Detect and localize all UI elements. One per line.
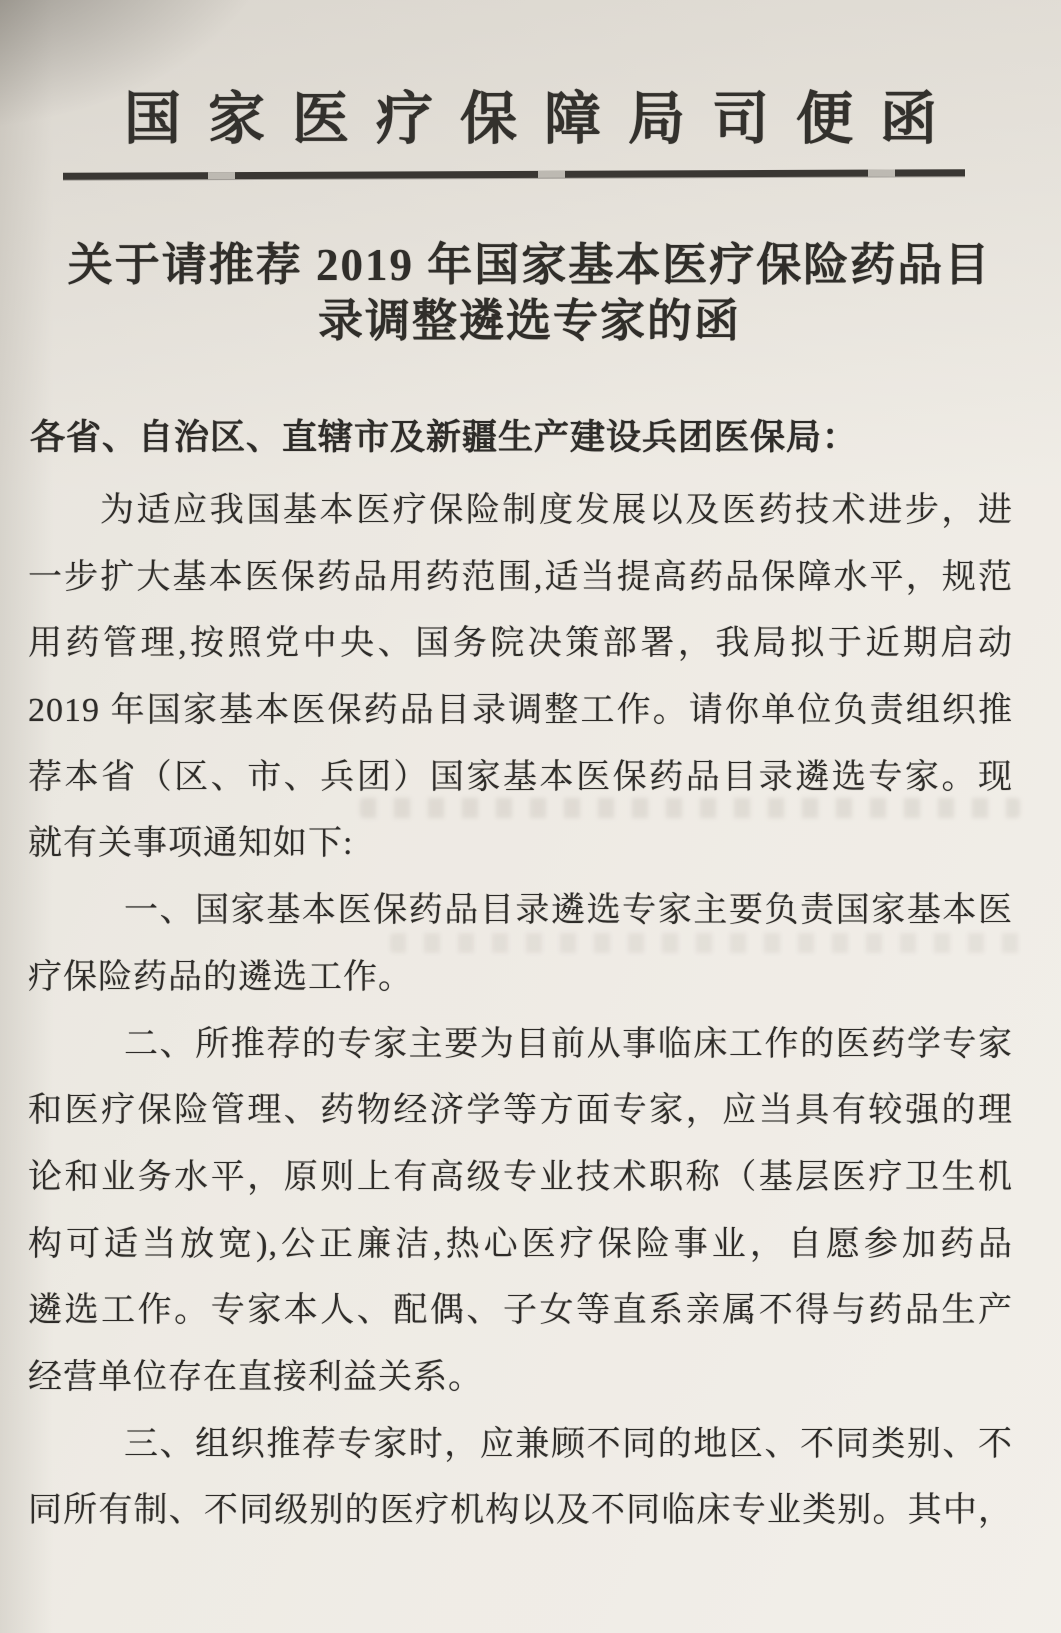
body-line: 疗保险药品的遴选工作。 [28, 958, 413, 996]
body-line: 一步扩大基本医保药品用药范围,适当提高药品保障水平，规范 [28, 558, 1013, 596]
header-divider [63, 169, 965, 179]
salutation: 各省、自治区、直辖市及新疆生产建设兵团医保局： [30, 418, 859, 457]
body-line: 三、组织推荐专家时，应兼顾不同的地区、不同类别、不 [124, 1425, 1013, 1463]
body-line: 同所有制、不同级别的医疗机构以及不同临床专业类别。其中， [28, 1492, 1013, 1530]
body-line: 一、国家基本医保药品目录遴选专家主要负责国家基本医 [124, 892, 1013, 930]
body-line: 二、所推荐的专家主要为目前从事临床工作的医药学专家 [124, 1025, 1013, 1063]
document-title-line-2: 录调整遴选专家的函 [317, 296, 741, 346]
body-line: 构可适当放宽),公正廉洁,热心医疗保险事业，自愿参加药品 [28, 1225, 1013, 1263]
body-line: 经营单位存在直接利益关系。 [28, 1358, 483, 1396]
body-line: 为适应我国基本医疗保险制度发展以及医药技术进步，进 [100, 492, 1013, 529]
document-header: 国家医疗保障局司便函 [124, 88, 964, 151]
letter-body [28, 478, 1013, 1545]
body-line: 遴选工作。专家本人、配偶、子女等直系亲属不得与药品生产 [28, 1292, 1013, 1330]
body-line: 用药管理,按照党中央、国务院决策部署，我局拟于近期启动 [28, 625, 1013, 663]
body-line: 就有关事项通知如下: [28, 825, 354, 863]
body-line: 2019 年国家基本医保药品目录调整工作。请你单位负责组织推 [28, 692, 1013, 730]
document-title [40, 237, 1019, 349]
ink-bleed-smudge [360, 798, 1020, 818]
body-line: 荐本省（区、市、兵团）国家基本医保药品目录遴选专家。现 [28, 758, 1013, 796]
document-title-line-1: 关于请推荐 2019 年国家基本医疗保险药品目 [67, 240, 992, 290]
body-line: 论和业务水平，原则上有高级专业技术职称（基层医疗卫生机 [28, 1158, 1013, 1196]
ink-bleed-smudge [390, 933, 1030, 953]
body-line: 和医疗保险管理、药物经济学等方面专家，应当具有较强的理 [28, 1092, 1013, 1130]
